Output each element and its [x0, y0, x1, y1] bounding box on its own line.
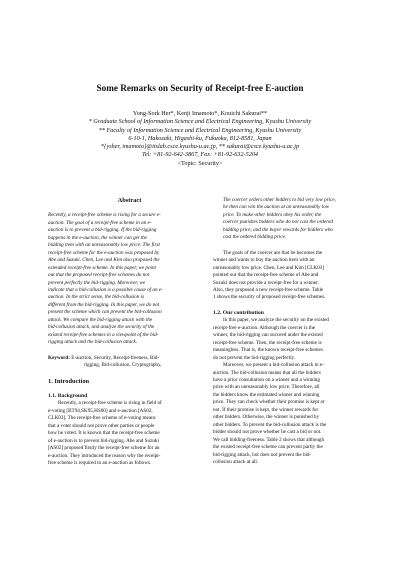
abstract-line: auction is to prevent a bid-rigging. If the bid-rigging [48, 227, 157, 234]
author-block [0, 110, 400, 168]
intro-line: of e-auction is to prevent bid-rigging. Abe and Suzuki [48, 437, 159, 444]
abstract-line: different from the bid-rigging. In this paper, we do not [48, 301, 160, 308]
abstract-line: bidding item with an unreasonably low price. The first [48, 242, 160, 249]
abstract-line: bid-collusion attack, and analyze the security of the [48, 324, 155, 331]
intro-paragraph [48, 400, 211, 467]
body-line: The goals of the coercer are that he becomes the [223, 249, 323, 256]
intro-line: that a voter should not prove other parties or people [48, 422, 155, 429]
quote-line: coercer punishes bidders who do not cast the ordered [223, 219, 333, 226]
contribution-paragraph-2 [213, 362, 373, 466]
body-line: pointed out that the receipt-free scheme of Abe and [213, 272, 319, 279]
address: 6-10-1, Hakozaki, Higashi-ku, Fukuoka, 812-8581, Japan [128, 134, 272, 142]
contribution-paragraph-1 [213, 317, 373, 362]
body-line: collusion attack at all. [213, 458, 259, 465]
intro-line: how he voted. It is known that the receipt-free scheme [48, 430, 160, 437]
intro-line: free scheme is required in an e-auction as follows. [48, 460, 152, 467]
body-line: do not prevent the bid-rigging perfectly. [213, 354, 296, 361]
intro-line: [AS02] proposed firstly the receipt-free scheme for an [48, 445, 160, 452]
subsection-heading-contribution: 1.2. Our contribution [213, 309, 264, 316]
coercer-quote [213, 197, 373, 242]
body-line: price. They can check whether their promise is kept or [213, 399, 325, 406]
abstract-line: happens in the e-auction, the winner can get the [48, 234, 147, 241]
intro-line: CLK03]. The receipt-free scheme of e-voting means [48, 415, 156, 422]
body-line: winner and wants to buy the auction item with an [213, 257, 315, 264]
abstract-line: receipt-free scheme for the e-auction was proposed by [48, 249, 160, 256]
body-line: unreasonably low price. Chen, Lee and Kim [CLK03] [213, 264, 324, 271]
body-line: the existed receipt-free scheme can prevent partly the [213, 444, 323, 451]
body-line: We call bidding-freeness. Table 2 shows that although [213, 436, 325, 443]
abstract-line: prevent perfectly the bid-rigging. Moreover, we [48, 279, 146, 286]
topic-line: <Topic: Security> [177, 159, 223, 167]
tel-fax-line: Tel: +81-92-642-3867, Fax: +81-92-632-5204 [141, 151, 259, 159]
paper-title: Some Remarks on Security of Receipt-free E-auction [96, 83, 304, 93]
abstract-line: Abe and Suzuki. Chen, Lee and Kim also proposed the [48, 257, 160, 264]
intro-line: e-auction. They introduced the reason why the receipt- [48, 452, 161, 459]
body-line: the bidders know the estimated winner and winning [213, 391, 320, 398]
abstract-line: rigging attack and the bid-collusion attack. [48, 339, 138, 346]
body-line: receipt-free scheme. Then, the receipt-free scheme is [213, 339, 322, 346]
quote-line: price. To make other bidders obey his order, the [223, 211, 322, 218]
abstract-line: extended receipt-free scheme. In this paper, we point [48, 264, 156, 271]
abstract-line: indicate that a bid-collusion is a possible cause of an e- [48, 286, 163, 293]
abstract-text [48, 212, 211, 346]
coercer-paragraph [213, 250, 373, 302]
abstract-heading: Abstract [117, 197, 142, 204]
body-line: receipt-free e-auction. Although the coercer is the [213, 324, 316, 331]
quote-line: he then can win the auction at an unreasonably low [223, 204, 330, 211]
body-line: winner, the bid-rigging can succeed under the existed [213, 332, 323, 339]
keywords-label: Keyword: [48, 354, 70, 361]
affiliation-1: * Graduate School of Information Science and Electrical Engineering, Kyushu University [88, 118, 312, 126]
body-line: not. If their promise is kept, the winner rewards for [213, 406, 319, 413]
email-line: *{ysher, imamoto}@itslab.csce.kyushu-u.ac.jp, ** sakurai@csce.kyushu-u.ac.jp [100, 143, 300, 151]
body-line: In this paper, we analyze the security on the existed [223, 317, 329, 324]
body-line: Also, they proposed a new receipt-free scheme. Table [213, 286, 324, 293]
subsection-heading-background: 1.1. Background [48, 392, 88, 399]
intro-line: e-voting [BT94,SK95,HS00] and e-auction [AS02, [48, 407, 153, 414]
body-line: auction. The bid-collusion means that all the bidders [213, 369, 321, 376]
abstract-line: Recently, a receipt-free scheme is rising for a secure e- [48, 212, 161, 219]
affiliation-2: ** Faculty of Information Science and Electrical Engineering, Kyushu University [98, 126, 302, 134]
body-line: bidder should not prove whether he cast a bid or not. [213, 429, 322, 436]
author-names: Yong-Sork Her*, Kenji Imamoto*, Kouichi Sakurai** [132, 110, 268, 117]
section-heading-introduction: 1. Introduction [48, 377, 90, 385]
body-line: other bidders. Otherwise, the winner is punished by [213, 414, 320, 421]
body-line: Moreover, we present a bid-collusion attack in e- [223, 362, 324, 369]
quote-line: bidding price, and the buyer rewards for bidders who [223, 226, 333, 233]
abstract-line: attack. We compare the bid-rigging attack with the [48, 316, 153, 323]
body-line: Suzuki does not provide a receipt-free for a winner. [213, 279, 319, 286]
abstract-line: existed receipt-free schemes in a viewpoint of the bid- [48, 331, 159, 338]
right-column [213, 197, 373, 466]
abstract-line: auction. The goal of a receipt-free scheme in an e- [48, 219, 152, 226]
body-line: meaningless. That is, the known receipt-free schemes [213, 347, 323, 354]
body-line: have a prior consultation on a winner and a winning [213, 376, 320, 383]
keywords-line: rigging, Bid-collusion, Cryptography, [84, 362, 162, 369]
abstract-line: auction. In the strict sense, the bid-collusion is [48, 294, 145, 301]
intro-line: Recently, a receipt-free scheme is rising in field of [58, 400, 162, 407]
abstract-line: present the scheme which can prevent the bid-collusion [48, 309, 162, 316]
left-column [48, 197, 211, 468]
abstract-line: out that the proposed receipt-free schemes do not [48, 272, 150, 279]
body-line: bid-rigging attack, but does not prevent the bid- [213, 451, 312, 458]
quote-line: cast the ordered bidding price. [223, 234, 287, 241]
keywords-line: E-auction, Security, Receipt-freeness, Bid- [70, 354, 160, 361]
body-line: 1 shows the security of proposed receipt-free schemes. [213, 294, 326, 301]
quote-line: The coercer orders other bidders to bid very low price, [223, 197, 336, 203]
body-line: other bidders. To prevent the bid-collusion attack is the [213, 421, 327, 428]
body-line: price with an unreasonably low price. Therefore, all [213, 384, 320, 391]
keywords [48, 355, 211, 370]
